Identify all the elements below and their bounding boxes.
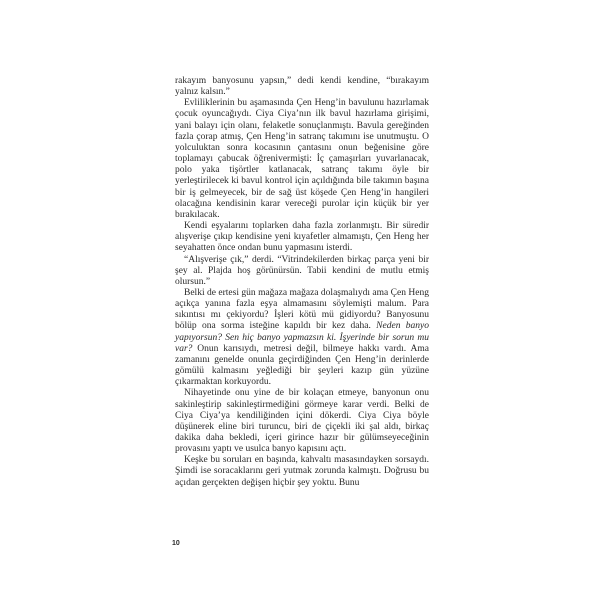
- paragraph-5: [175, 288, 429, 388]
- paragraph-5-regular-text: Belki de ertesi gün mağaza mağaza dolaşmalıydı ama Çen Heng açıkça yanına fazla eşya almamasını söylemişti malum. Para sıkıntısı mı çekiyordu? İşleri kötü mü gidiyordu? Banyosunu bölüp ona sorma isteğine kapıldı bir kez daha.: [175, 287, 429, 332]
- paragraph-5-text: [175, 288, 429, 387]
- paragraph-5-regular-text-end: Onun karısıydı, metresi değil, bilmeye hakkı vardı. Ama zamanını genelde onunla geçirdiğinden Çen Heng’in derinlerde gömülü kalmasını yeğlediği bir şeyleri kazıp gün yüzüne çıkarmaktan korkuyordu.: [175, 343, 429, 388]
- paragraph-4: “Alışverişe çık,” derdi. “Vitrindekilerden birkaç parça yeni bir şey al. Plajda hoş görünürsün. Tabii kendini de mutlu etmiş olursun.”: [175, 254, 429, 287]
- paragraph-5-italic-text: Neden banyo yapıyorsun? Sen hiç banyo yapmazsın ki. İşyerinde bir sorun mu var?: [175, 321, 429, 354]
- paragraph-3: Kendi eşyalarını toplarken daha fazla zorlanmıştı. Bir süredir alışverişe çıkıp kendisine yeni kıyafetler almamıştı, Çen Heng her seyahatten önce ondan bunu yapmasını isterdi.: [175, 221, 429, 254]
- body-text: [175, 76, 429, 489]
- paragraph-6: Nihayetinde onu yine de bir kolaçan etmeye, banyonun onu sakinleştirip sakinleştirmediğini görmeye karar verdi. Belki de Ciya Ciya’ya kendiliğinden içini dökerdi. Ciya Ciya böyle düşünerek eline biri turuncu, biri de çiçekli iki şal aldı, birkaç dakika daha bekledi, içeri girince hazır bir gülümseyeceğinin provasını yaptı ve usulca banyo kapısını açtı.: [175, 388, 429, 455]
- paragraph-2: Evliliklerinin bu aşamasında Çen Heng’in bavulunu hazırlamak çocuk oyuncağıydı. Ciya Ciya’nın ilk bavul hazırlama girişimi, yani balayı için olanı, felaketle sonuçlanmıştı. Bavula gereğinden fazla çorap atmış, Çen Heng’in satranç takımını ise unutmuştu. O yolculuktan sonra kocasının çantasını onun beğenisine göre toplamayı çabucak öğrenivermişti: İç çamaşırları yuvarlanacak, polo yaka tişörtler katlanacak, satranç takımı öyle bir yerleştirilecek ki bavul kontrol için açıldığında bile takımın başına bir iş gelmeyecek, bir de sağ üst köşede Çen Heng’in hangileri olacağına kendisinin karar vereceği purolar için küçük bir yer bırakılacak.: [175, 98, 429, 220]
- paragraph-1: rakayım banyosunu yapsın,” dedi kendi kendine, “bırakayım yalnız kalsın.”: [175, 76, 429, 98]
- page-number: 10: [172, 540, 180, 547]
- paragraph-7: Keşke bu soruları en başında, kahvaltı masasındayken sorsaydı. Şimdi ise soracaklarını geri yutmak zorunda kalmıştı. Doğrusu bu açıdan gerçekten değişen hiçbir şey yoktu. Bunu: [175, 455, 429, 488]
